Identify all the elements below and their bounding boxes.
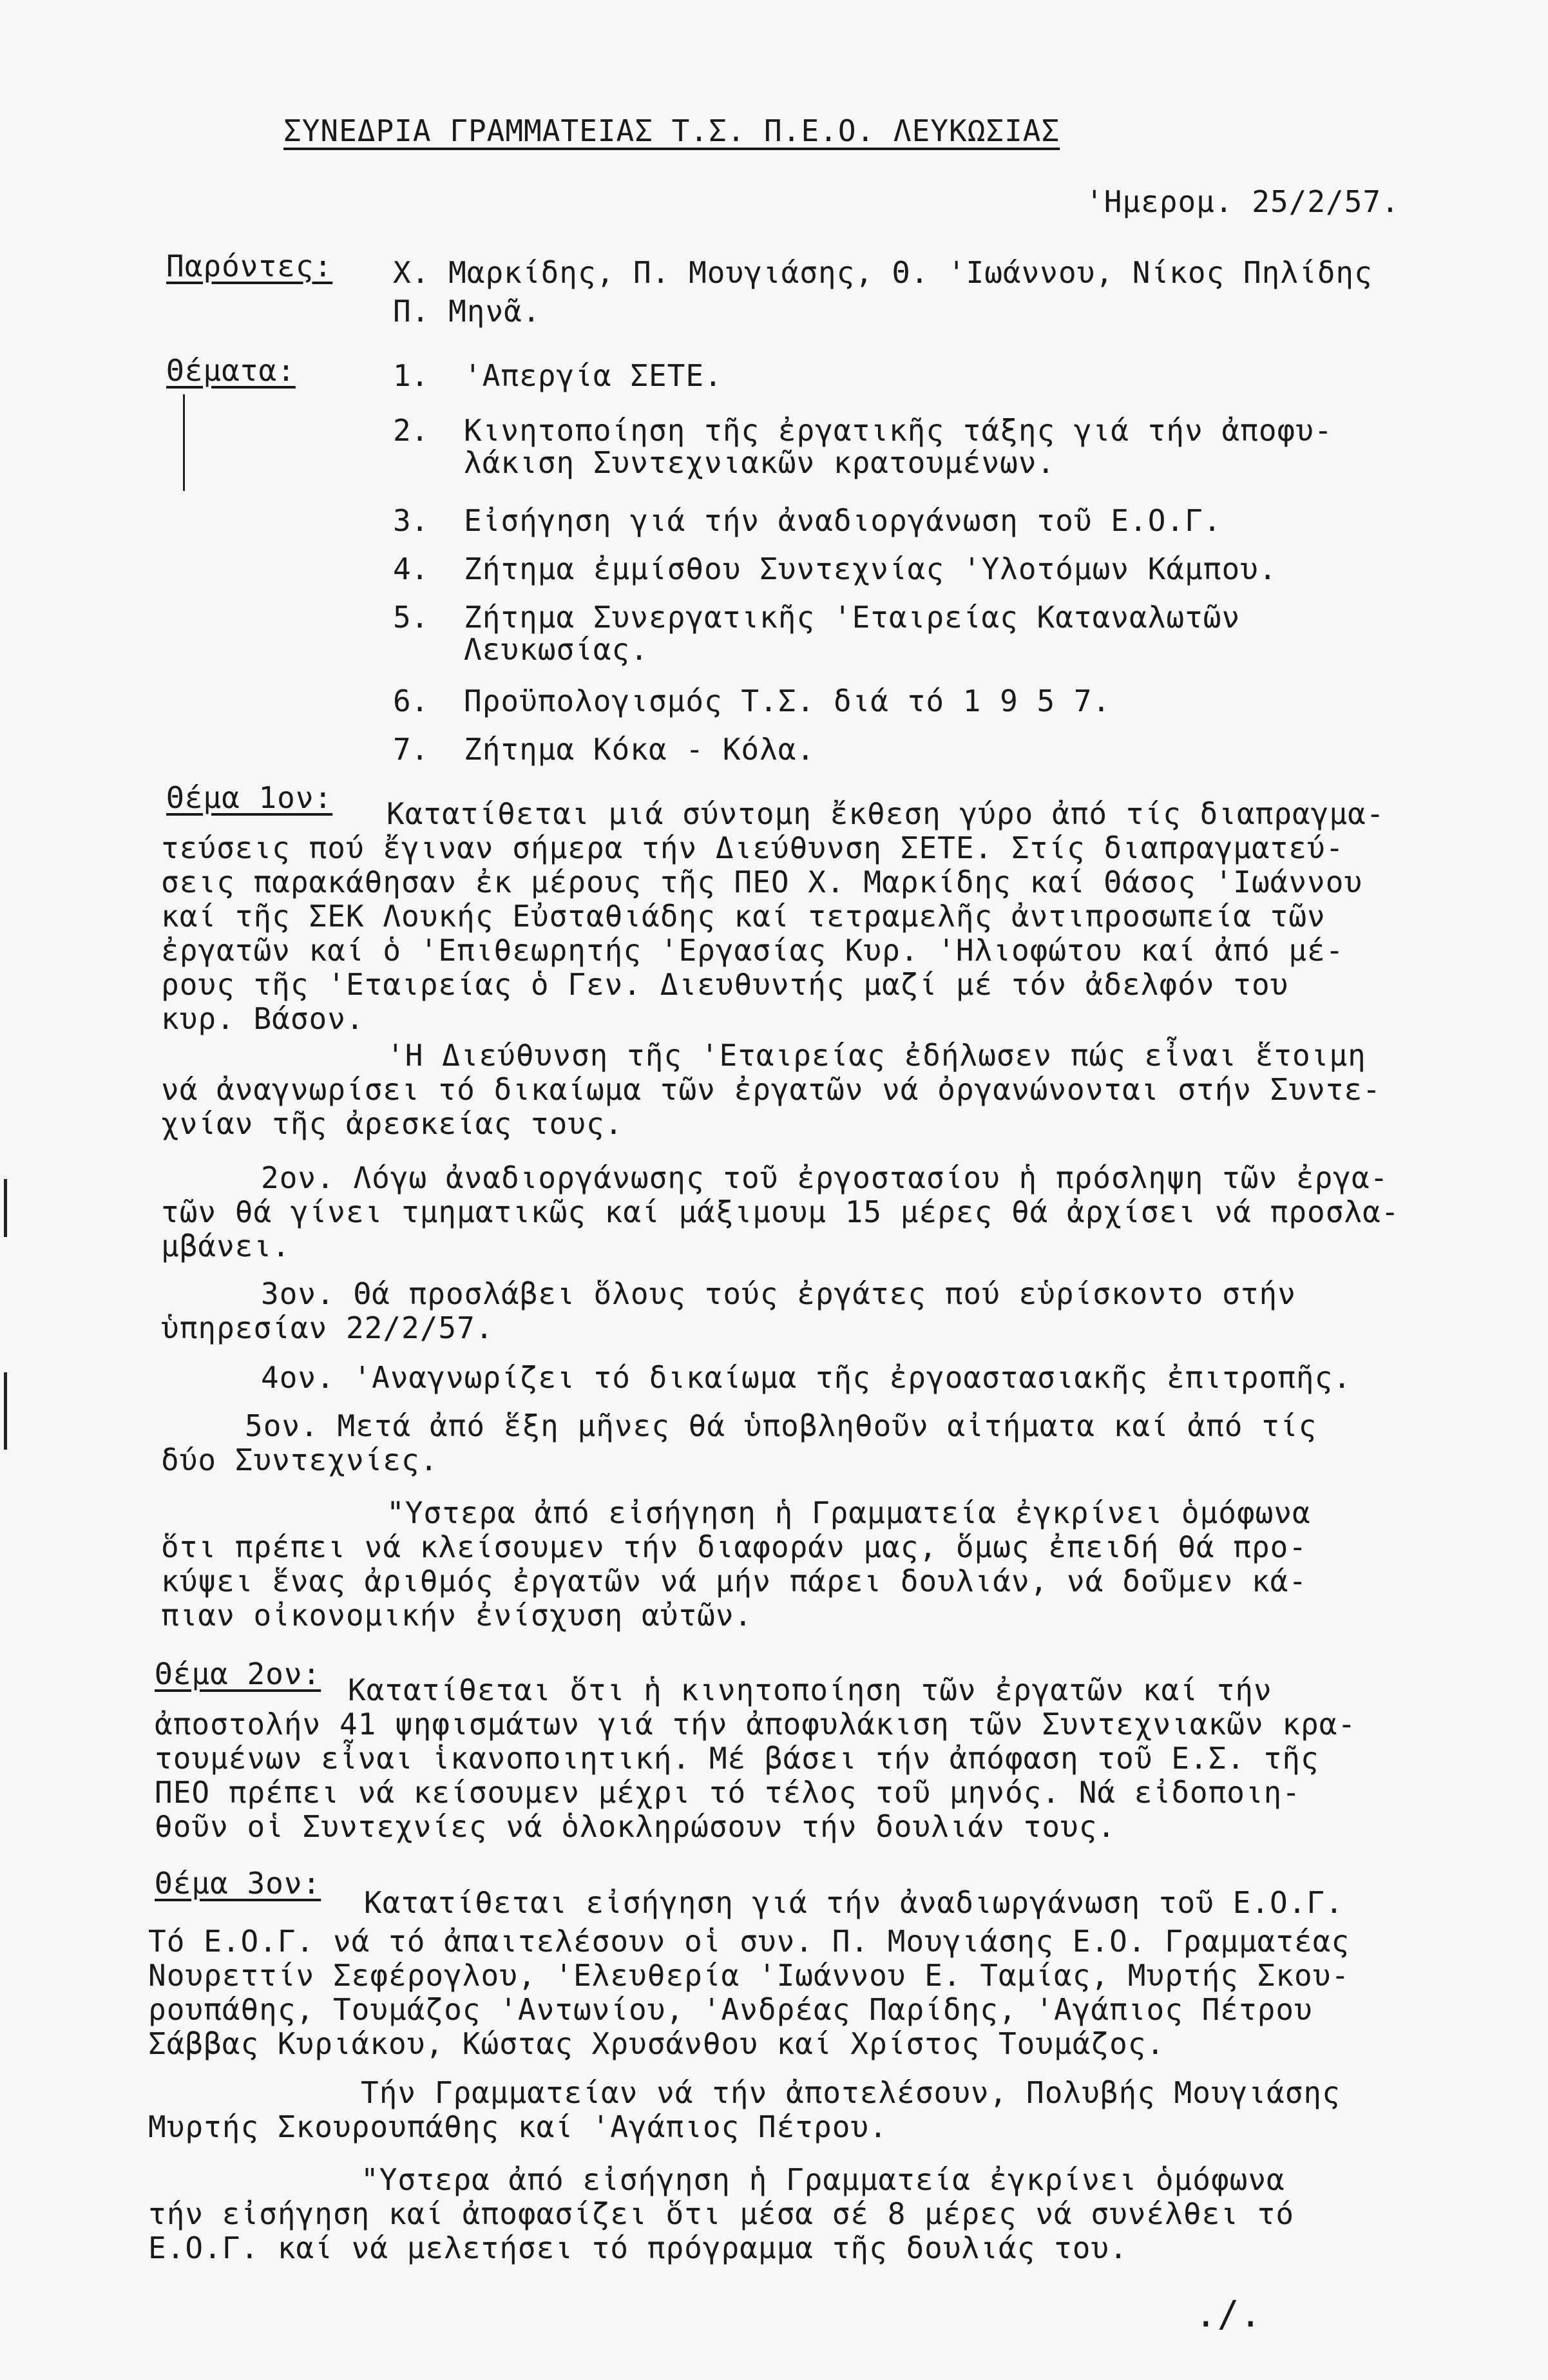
topic-item: Κινητοποίηση τῆς ἐργατικῆς τάξης γιά τήν ἀποφυ- — [464, 413, 1333, 448]
theme-1-line: 4ον. 'Αναγνωρίζει τό δικαίωμα τῆς ἐργοαστασιακῆς ἐπιτροπῆς. — [261, 1360, 1352, 1395]
topic-item: λάκιση Συντεχνιακῶν κρατουμένων. — [464, 445, 1056, 480]
document-title: ΣΥΝΕΔΡΙΑ ΓΡΑΜΜΑΤΕΙΑΣ Τ.Σ. Π.Ε.Ο. ΛΕΥΚΩΣΙΑΣ — [283, 113, 1060, 148]
theme-1-line: σεις παρακάθησαν ἐκ μέρους τῆς ΠΕΟ Χ. Μαρκίδης καί Θάσος 'Ιωάννου — [161, 865, 1363, 899]
theme-1-line: τεύσεις πού ἔγιναν σήμερα τήν Διεύθυνση ΣΕΤΕ. Στίς διαπραγματεύ- — [161, 830, 1344, 865]
theme-1-line: ἐργατῶν καί ὁ 'Επιθεωρητής 'Εργασίας Κυρ. 'Ηλιοφώτου καί ἀπό μέ- — [161, 933, 1344, 968]
theme-1-line: δύο Συντεχνίες. — [161, 1443, 439, 1477]
theme-1-line: μβάνει. — [161, 1229, 291, 1263]
topic-number: 2. — [393, 413, 429, 448]
theme-1-line: 5ον. Μετά ἀπό ἕξη μῆνες θά ὑποβληθοῦν αἰτήματα καί ἀπό τίς — [245, 1408, 1317, 1443]
scan-artifact — [4, 1372, 7, 1450]
theme-1-line: ὑπηρεσίαν 22/2/57. — [161, 1310, 494, 1345]
theme-2-label: Θέμα 2ον: — [155, 1656, 321, 1691]
topic-number: 1. — [393, 358, 429, 393]
theme-1-line: 3ον. Θά προσλάβει ὅλους τούς ἐργάτες πού εὑρίσκοντο στήν — [261, 1276, 1296, 1311]
theme-1-line: τῶν θά γίνει τμηματικῶς καί μάξιμουμ 15 μέρες θά ἀρχίσει νά προσλα- — [161, 1195, 1400, 1229]
meeting-date: 'Ημερομ. 25/2/57. — [1085, 184, 1400, 219]
topic-item: 'Απεργία ΣΕΤΕ. — [464, 358, 723, 393]
theme-2-line: ΠΕΟ πρέπει νά κείσουμεν μέχρι τό τέλος τοῦ μηνός. Νά εἰδοποιη- — [155, 1775, 1301, 1810]
theme-1-line: ὅτι πρέπει νά κλείσουμεν τήν διαφοράν μας, ὅμως ἐπειδή θά προ- — [161, 1530, 1308, 1564]
topic-number: 3. — [393, 503, 429, 538]
theme-3-line: τήν εἰσήγηση καί ἀποφασίζει ὅτι μέσα σέ 8 μέρες νά συνέλθει τό — [148, 2196, 1295, 2231]
topics-label: Θέματα: — [166, 353, 296, 388]
topic-item: Ζήτημα Συνεργατικῆς 'Εταιρείας Καταναλωτῶν — [464, 600, 1241, 635]
theme-1-line: Κατατίθεται μιά σύντομη ἔκθεση γύρο ἀπό τίς διαπραγμα- — [387, 796, 1385, 831]
topic-number: 4. — [393, 552, 429, 586]
theme-3-line: ρουπάθης, Τουμάζος 'Αντωνίου, 'Ανδρέας Παρίδης, 'Αγάπιος Πέτρου — [148, 1992, 1313, 2027]
theme-1-label: Θέμα 1ον: — [166, 780, 333, 815]
topic-number: 5. — [393, 600, 429, 635]
theme-1-line: καί τῆς ΣΕΚ Λουκής Εὐσταθιάδης καί τετραμελῆς ἀντιπροσωπεία τῶν — [161, 899, 1326, 934]
theme-1-line: 2ον. Λόγω ἀναδιοργάνωσης τοῦ ἐργοστασίου ἡ πρόσληψη τῶν ἐργα- — [261, 1160, 1389, 1195]
theme-1-line: κύψει ἕνας ἀριθμός ἐργατῶν νά μήν πάρει δουλιάν, νά δοῦμεν κά- — [161, 1564, 1308, 1598]
theme-3-line: "Υστερα ἀπό εἰσήγηση ἡ Γραμματεία ἐγκρίνει ὁμόφωνα — [361, 2162, 1285, 2197]
theme-3-line: Σάββας Κυριάκου, Κώστας Χρυσάνθου καί Χρίστος Τουμάζος. — [148, 2026, 1165, 2061]
theme-3-line: Ε.Ο.Γ. καί νά μελετήσει τό πρόγραμμα τῆς δουλιάς του. — [148, 2231, 1128, 2265]
theme-3-line: Τήν Γραμματείαν νά τήν ἀποτελέσουν, Πολυβής Μουγιάσης — [361, 2075, 1341, 2110]
theme-2-line: Κατατίθεται ὅτι ἡ κινητοποίηση τῶν ἐργατῶν καί τήν — [348, 1673, 1272, 1707]
topic-item: Ζήτημα Κόκα - Κόλα. — [464, 732, 816, 767]
present-label: Παρόντες: — [166, 249, 333, 283]
margin-line — [183, 394, 185, 491]
topic-number: 7. — [393, 732, 429, 767]
topic-item: Προϋπολογισμός Τ.Σ. διά τό 1 9 5 7. — [464, 684, 1111, 718]
theme-1-line: πιαν οἰκονομικήν ἐνίσχυση αὐτῶν. — [161, 1598, 753, 1633]
theme-2-line: θοῦν οἱ Συντεχνίες νά ὁλοκληρώσουν τήν δουλιάν τους. — [155, 1809, 1116, 1844]
topic-item: Ζήτημα ἐμμίσθου Συντεχνίας 'Υλοτόμων Κάμπου. — [464, 552, 1277, 586]
theme-3-line: Τό Ε.Ο.Γ. νά τό ἀπαιτελέσουν οἱ συν. Π. Μουγιάσης Ε.Ο. Γραμματέας — [148, 1924, 1350, 1959]
theme-2-line: τουμένων εἶναι ἱκανοποιητική. Μέ βάσει τήν ἀπόφαση τοῦ Ε.Σ. τῆς — [155, 1741, 1319, 1776]
theme-3-line: Νουρεττίν Σεφέρογλου, 'Ελευθερία 'Ιωάννου Ε. Ταμίας, Μυρτής Σκου- — [148, 1958, 1350, 1993]
theme-1-line: χνίαν τῆς ἀρεσκείας τους. — [161, 1106, 624, 1141]
topic-item: Λευκωσίας. — [464, 632, 649, 667]
theme-1-line: κυρ. Βάσον. — [161, 1001, 365, 1036]
theme-2-line: ἀποστολήν 41 ψηφισμάτων γιά τήν ἀποφυλάκιση τῶν Συντεχνιακῶν κρα- — [155, 1707, 1357, 1742]
theme-1-line: "Υστερα ἀπό εἰσήγηση ἡ Γραμματεία ἐγκρίνει ὁμόφωνα — [387, 1495, 1311, 1530]
topic-number: 6. — [393, 684, 429, 718]
scan-artifact — [4, 1179, 7, 1237]
theme-3-line: Μυρτής Σκουρουπάθης καί 'Αγάπιος Πέτρου. — [148, 2109, 888, 2144]
theme-3-line: Κατατίθεται εἰσήγηση γιά τήν ἀναδιωργάνωση τοῦ Ε.Ο.Γ. — [364, 1885, 1344, 1920]
theme-1-line: νά ἀναγνωρίσει τό δικαίωμα τῶν ἐργατῶν νά ὀργανώνονται στήν Συντε- — [161, 1072, 1381, 1107]
theme-1-line: ρους τῆς 'Εταιρείας ὁ Γεν. Διευθυντής μαζί μέ τόν ἀδελφόν του — [161, 967, 1289, 1002]
continued-mark: ./. — [1195, 2294, 1263, 2336]
topic-item: Εἰσήγηση γιά τήν ἀναδιοργάνωση τοῦ Ε.Ο.Γ. — [464, 503, 1222, 538]
present-line-2: Π. Μηνᾶ. — [393, 294, 541, 329]
theme-1-line: 'Η Διεύθυνση τῆς 'Εταιρείας ἐδήλωσεν πώς εἶναι ἕτοιμη — [387, 1038, 1366, 1073]
theme-3-label: Θέμα 3ον: — [155, 1866, 321, 1901]
present-line-1: Χ. Μαρκίδης, Π. Μουγιάσης, Θ. 'Ιωάννου, Νίκος Πηλίδης — [393, 255, 1373, 290]
